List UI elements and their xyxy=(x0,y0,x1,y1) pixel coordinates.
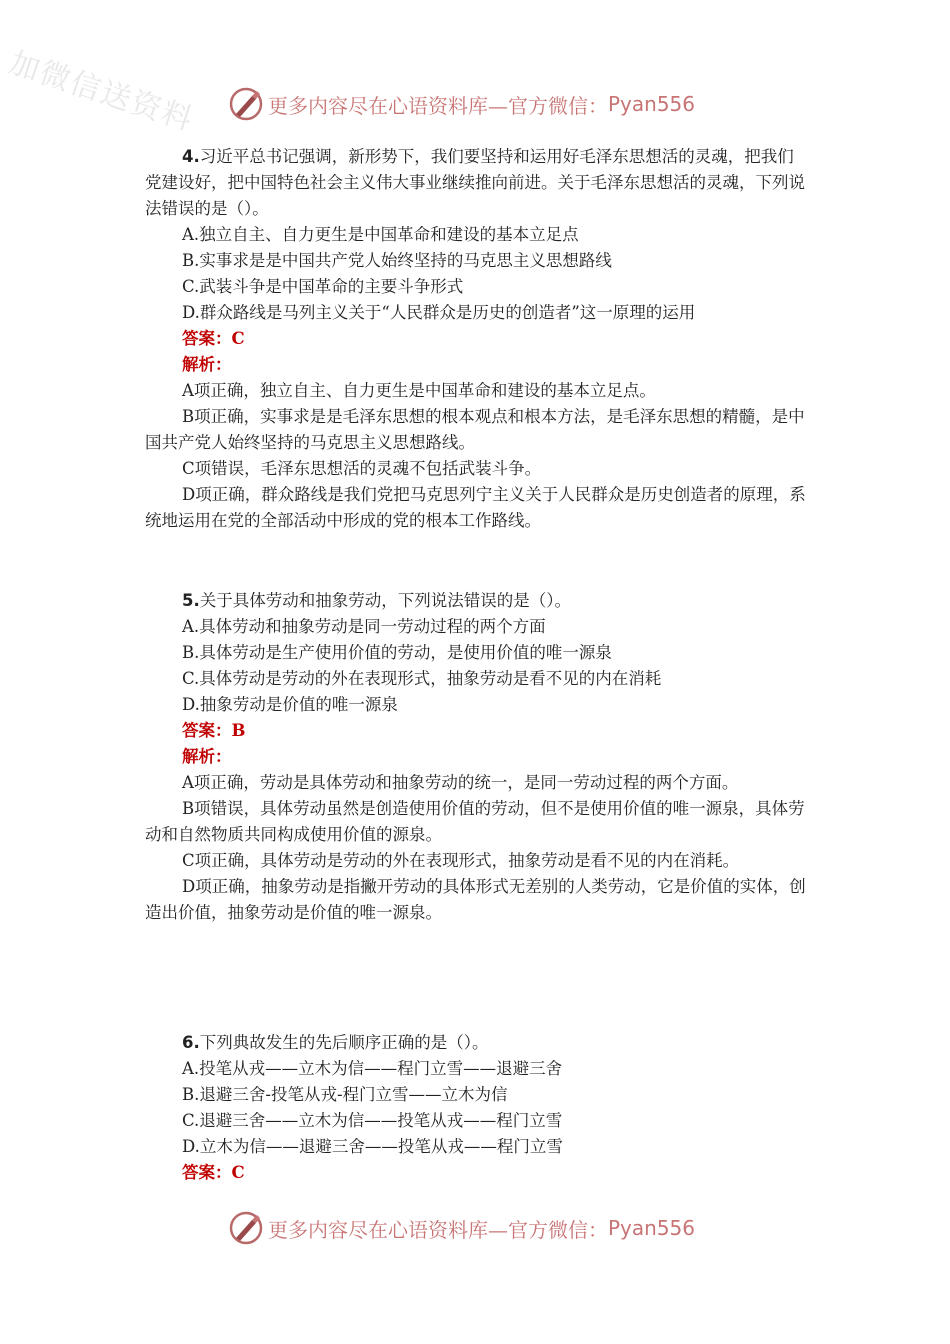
analysis-b: B项正确，实事求是是毛泽东思想的根本观点和根本方法，是毛泽东思想的精髓，是中国共产党人始终坚持的马克思主义思想路线。 xyxy=(145,407,805,452)
banner-wechat-id: Pyan556 xyxy=(608,92,696,116)
pen-logo-icon xyxy=(228,86,264,122)
footer-banner[interactable] xyxy=(228,1208,695,1248)
question-stem: 5.关于具体劳动和抽象劳动，下列说法错误的是（）。 xyxy=(182,591,571,610)
banner-text: 更多内容尽在心语资料库— xyxy=(268,93,508,118)
question-stem: 4.习近平总书记强调，新形势下，我们要坚持和运用好毛泽东思想活的灵魂，把我们党建设好，把中国特色社会主义伟大事业继续推向前进。关于毛泽东思想活的灵魂，下列说法错误的是（）。 xyxy=(145,147,805,218)
option-c: C.武装斗争是中国革命的主要斗争形式 xyxy=(182,277,464,296)
answer: 答案：C xyxy=(182,329,245,348)
banner-wechat-id: Pyan556 xyxy=(608,1216,696,1240)
analysis-label: 解析： xyxy=(182,355,232,374)
analysis-label: 解析： xyxy=(182,747,232,766)
question-4 xyxy=(145,144,810,534)
analysis-c: C项错误，毛泽东思想活的灵魂不包括武装斗争。 xyxy=(182,459,542,478)
option-b: B.退避三舍-投笔从戎-程门立雪——立木为信 xyxy=(182,1085,508,1104)
option-d: D.抽象劳动是价值的唯一源泉 xyxy=(182,695,398,714)
answer: 答案：B xyxy=(182,721,246,740)
question-number: 5. xyxy=(182,591,200,610)
analysis-a: A项正确，劳动是具体劳动和抽象劳动的统一，是同一劳动过程的两个方面。 xyxy=(182,773,739,792)
pen-logo-icon xyxy=(228,1210,264,1246)
header-banner[interactable] xyxy=(228,84,695,124)
option-b: B.具体劳动是生产使用价值的劳动，是使用价值的唯一源泉 xyxy=(182,643,612,662)
option-d: D.群众路线是马列主义关于“人民群众是历史的创造者”这一原理的运用 xyxy=(182,303,696,322)
question-stem: 6.下列典故发生的先后顺序正确的是（）。 xyxy=(182,1033,489,1052)
option-a: A.独立自主、自力更生是中国革命和建设的基本立足点 xyxy=(182,225,579,244)
banner-text: 更多内容尽在心语资料库— xyxy=(268,1217,508,1242)
watermark: 加微信送资料 xyxy=(4,45,199,139)
option-d: D.立木为信——退避三舍——投笔从戎——程门立雪 xyxy=(182,1137,563,1156)
question-number: 6. xyxy=(182,1033,200,1052)
analysis-d: D项正确，群众路线是我们党把马克思列宁主义关于人民群众是历史创造者的原理，系统地运用在党的全部活动中形成的党的根本工作路线。 xyxy=(145,485,806,530)
question-number: 4. xyxy=(182,147,200,166)
analysis-d: D项正确，抽象劳动是指撇开劳动的具体形式无差别的人类劳动，它是价值的实体，创造出价值，抽象劳动是价值的唯一源泉。 xyxy=(145,877,806,922)
analysis-c: C项正确，具体劳动是劳动的外在表现形式，抽象劳动是看不见的内在消耗。 xyxy=(182,851,740,870)
question-6 xyxy=(145,1030,810,1186)
banner-wechat-label: 官方微信： xyxy=(508,93,608,118)
option-c: C.退避三舍——立木为信——投笔从戎——程门立雪 xyxy=(182,1111,563,1130)
option-b: B.实事求是是中国共产党人始终坚持的马克思主义思想路线 xyxy=(182,251,612,270)
question-5 xyxy=(145,588,810,926)
analysis-b: B项错误，具体劳动虽然是创造使用价值的劳动，但不是使用价值的唯一源泉，具体劳动和自然物质共同构成使用价值的源泉。 xyxy=(145,799,805,844)
answer: 答案：C xyxy=(182,1163,245,1182)
option-c: C.具体劳动是劳动的外在表现形式，抽象劳动是看不见的内在消耗 xyxy=(182,669,662,688)
option-a: A.投笔从戎——立木为信——程门立雪——退避三舍 xyxy=(182,1059,563,1078)
analysis-a: A项正确，独立自主、自力更生是中国革命和建设的基本立足点。 xyxy=(182,381,656,400)
option-a: A.具体劳动和抽象劳动是同一劳动过程的两个方面 xyxy=(182,617,546,636)
banner-wechat-label: 官方微信： xyxy=(508,1217,608,1242)
